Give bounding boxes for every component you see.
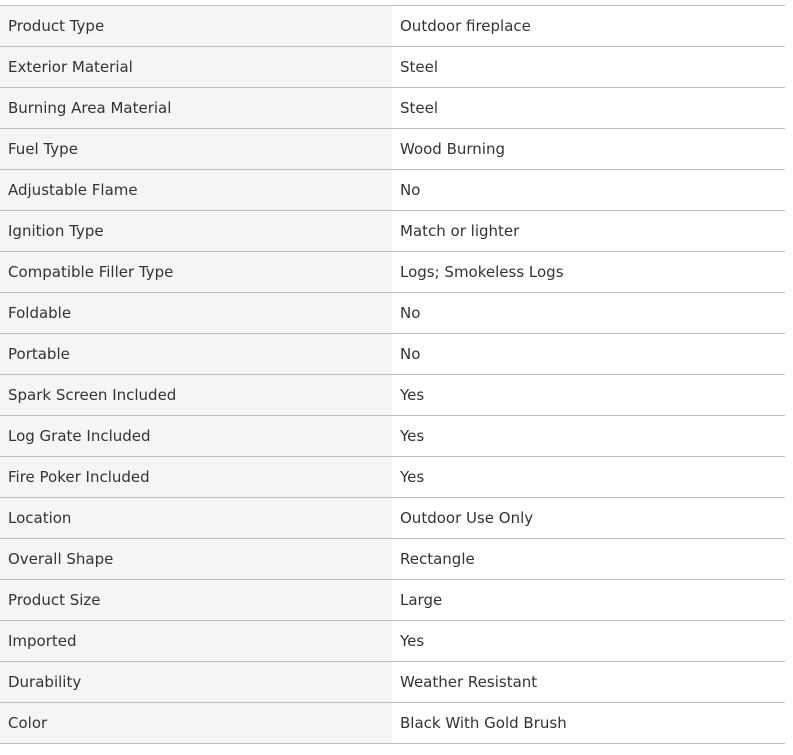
spec-label: Product Size: [0, 580, 392, 621]
spec-row-fuel-type: [0, 129, 785, 170]
spec-value: No: [392, 293, 785, 334]
spec-label: Fire Poker Included: [0, 457, 392, 498]
spec-label: Fuel Type: [0, 129, 392, 170]
spec-value: Steel: [392, 88, 785, 129]
spec-row-portable: [0, 334, 785, 375]
spec-row-location: [0, 498, 785, 539]
spec-label: Overall Shape: [0, 539, 392, 580]
specifications-body: [0, 6, 785, 744]
spec-row-product-type: [0, 6, 785, 47]
spec-row-overall-shape: [0, 539, 785, 580]
spec-value: No: [392, 334, 785, 375]
spec-label: Compatible Filler Type: [0, 252, 392, 293]
spec-label: Exterior Material: [0, 47, 392, 88]
spec-value: Yes: [392, 416, 785, 457]
spec-value: Rectangle: [392, 539, 785, 580]
spec-label: Foldable: [0, 293, 392, 334]
spec-label: Log Grate Included: [0, 416, 392, 457]
spec-row-product-size: [0, 580, 785, 621]
spec-label: Adjustable Flame: [0, 170, 392, 211]
spec-value: Large: [392, 580, 785, 621]
spec-value: Yes: [392, 457, 785, 498]
spec-value: Wood Burning: [392, 129, 785, 170]
spec-row-burning-area-material: [0, 88, 785, 129]
spec-label: Product Type: [0, 6, 392, 47]
spec-row-exterior-material: [0, 47, 785, 88]
spec-label: Imported: [0, 621, 392, 662]
spec-value: Outdoor Use Only: [392, 498, 785, 539]
spec-value: Outdoor fireplace: [392, 6, 785, 47]
spec-value: Steel: [392, 47, 785, 88]
spec-value: Logs; Smokeless Logs: [392, 252, 785, 293]
spec-row-spark-screen-included: [0, 375, 785, 416]
spec-value: Yes: [392, 621, 785, 662]
spec-value: Yes: [392, 375, 785, 416]
spec-value: No: [392, 170, 785, 211]
spec-value: Match or lighter: [392, 211, 785, 252]
spec-label: Durability: [0, 662, 392, 703]
spec-value: Weather Resistant: [392, 662, 785, 703]
spec-value: Black With Gold Brush: [392, 703, 785, 744]
spec-label: Location: [0, 498, 392, 539]
spec-row-compatible-filler-type: [0, 252, 785, 293]
spec-row-log-grate-included: [0, 416, 785, 457]
specifications-table: [0, 5, 785, 744]
spec-label: Spark Screen Included: [0, 375, 392, 416]
spec-label: Burning Area Material: [0, 88, 392, 129]
spec-label: Color: [0, 703, 392, 744]
spec-label: Ignition Type: [0, 211, 392, 252]
spec-row-foldable: [0, 293, 785, 334]
spec-label: Portable: [0, 334, 392, 375]
spec-row-durability: [0, 662, 785, 703]
spec-row-color: [0, 703, 785, 744]
spec-row-imported: [0, 621, 785, 662]
spec-row-fire-poker-included: [0, 457, 785, 498]
spec-row-ignition-type: [0, 211, 785, 252]
spec-row-adjustable-flame: [0, 170, 785, 211]
